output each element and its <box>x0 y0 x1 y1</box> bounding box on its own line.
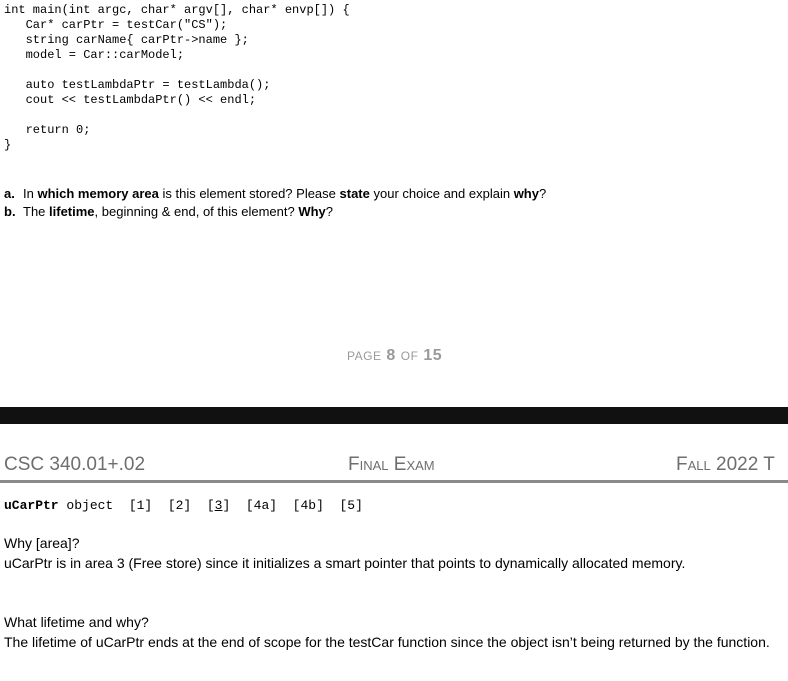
text-run-bold: Why <box>298 204 326 219</box>
exam-term: Fall 2022 T <box>676 454 775 475</box>
page-break-bar <box>0 407 788 424</box>
page-current: 8 <box>386 347 396 364</box>
code-line <box>4 108 350 123</box>
area-answer <box>4 533 779 573</box>
exam-page-9 <box>0 424 788 681</box>
code-line: model = Car::carModel; <box>4 48 185 62</box>
course-code: CSC 340.01+.02 <box>4 454 146 475</box>
lifetime-text: The lifetime of uCarPtr ends at the end of scope for the testCar function since the object isn’t being returned by the function. <box>4 634 770 650</box>
code-listing <box>4 3 350 153</box>
exam-title: Final Exam <box>348 454 435 475</box>
code-line: } <box>4 138 12 152</box>
page-word: PAGE <box>347 349 382 363</box>
code-line: string carName{ carPtr->name }; <box>4 33 249 47</box>
question-b-label: b. <box>4 204 16 219</box>
code-line: return 0; <box>4 123 91 137</box>
question-list <box>4 185 546 221</box>
text-run: , beginning & end, of this element? <box>94 204 299 219</box>
question-a-text <box>23 185 546 203</box>
question-a-label: a. <box>4 186 15 201</box>
page-total: 15 <box>423 347 443 364</box>
choice-options-rest: ] [4a] [4b] [5] <box>222 498 363 513</box>
text-run: In <box>23 186 38 201</box>
text-run: your choice and explain <box>369 186 514 201</box>
answer-choice-line <box>4 498 363 513</box>
question-b-text <box>23 203 333 221</box>
question-b <box>4 203 546 221</box>
of-word: OF <box>400 349 419 363</box>
page-number-footer <box>347 347 442 365</box>
page-header <box>0 454 788 478</box>
area-heading: Why [area]? <box>4 535 80 551</box>
variable-name: uCarPtr <box>4 498 59 513</box>
area-text: uCarPtr is in area 3 (Free store) since it initializes a smart pointer that points to dynamically allocated memory. <box>4 555 686 571</box>
text-run: ? <box>325 204 334 219</box>
code-line: int main(int argc, char* argv[], char* envp[]) { <box>4 3 350 17</box>
code-line <box>4 63 350 78</box>
header-divider <box>0 480 788 483</box>
text-run: is this element stored? Please <box>158 186 340 201</box>
lifetime-answer <box>4 612 779 652</box>
code-line: cout << testLambdaPtr() << endl; <box>4 93 257 107</box>
lifetime-heading: What lifetime and why? <box>4 614 149 630</box>
code-line: Car* carPtr = testCar("CS"); <box>4 18 228 32</box>
selected-choice: 3 <box>214 498 223 513</box>
text-run-bold: why <box>513 186 539 201</box>
text-run-bold: which memory area <box>37 186 159 201</box>
code-line: auto testLambdaPtr = testLambda(); <box>4 78 271 92</box>
text-run: ? <box>538 186 547 201</box>
choice-options: object [1] [2] [ <box>58 498 215 513</box>
question-a <box>4 185 546 203</box>
text-run: The <box>23 204 50 219</box>
text-run-bold: state <box>339 186 370 201</box>
text-run-bold: lifetime <box>49 204 95 219</box>
